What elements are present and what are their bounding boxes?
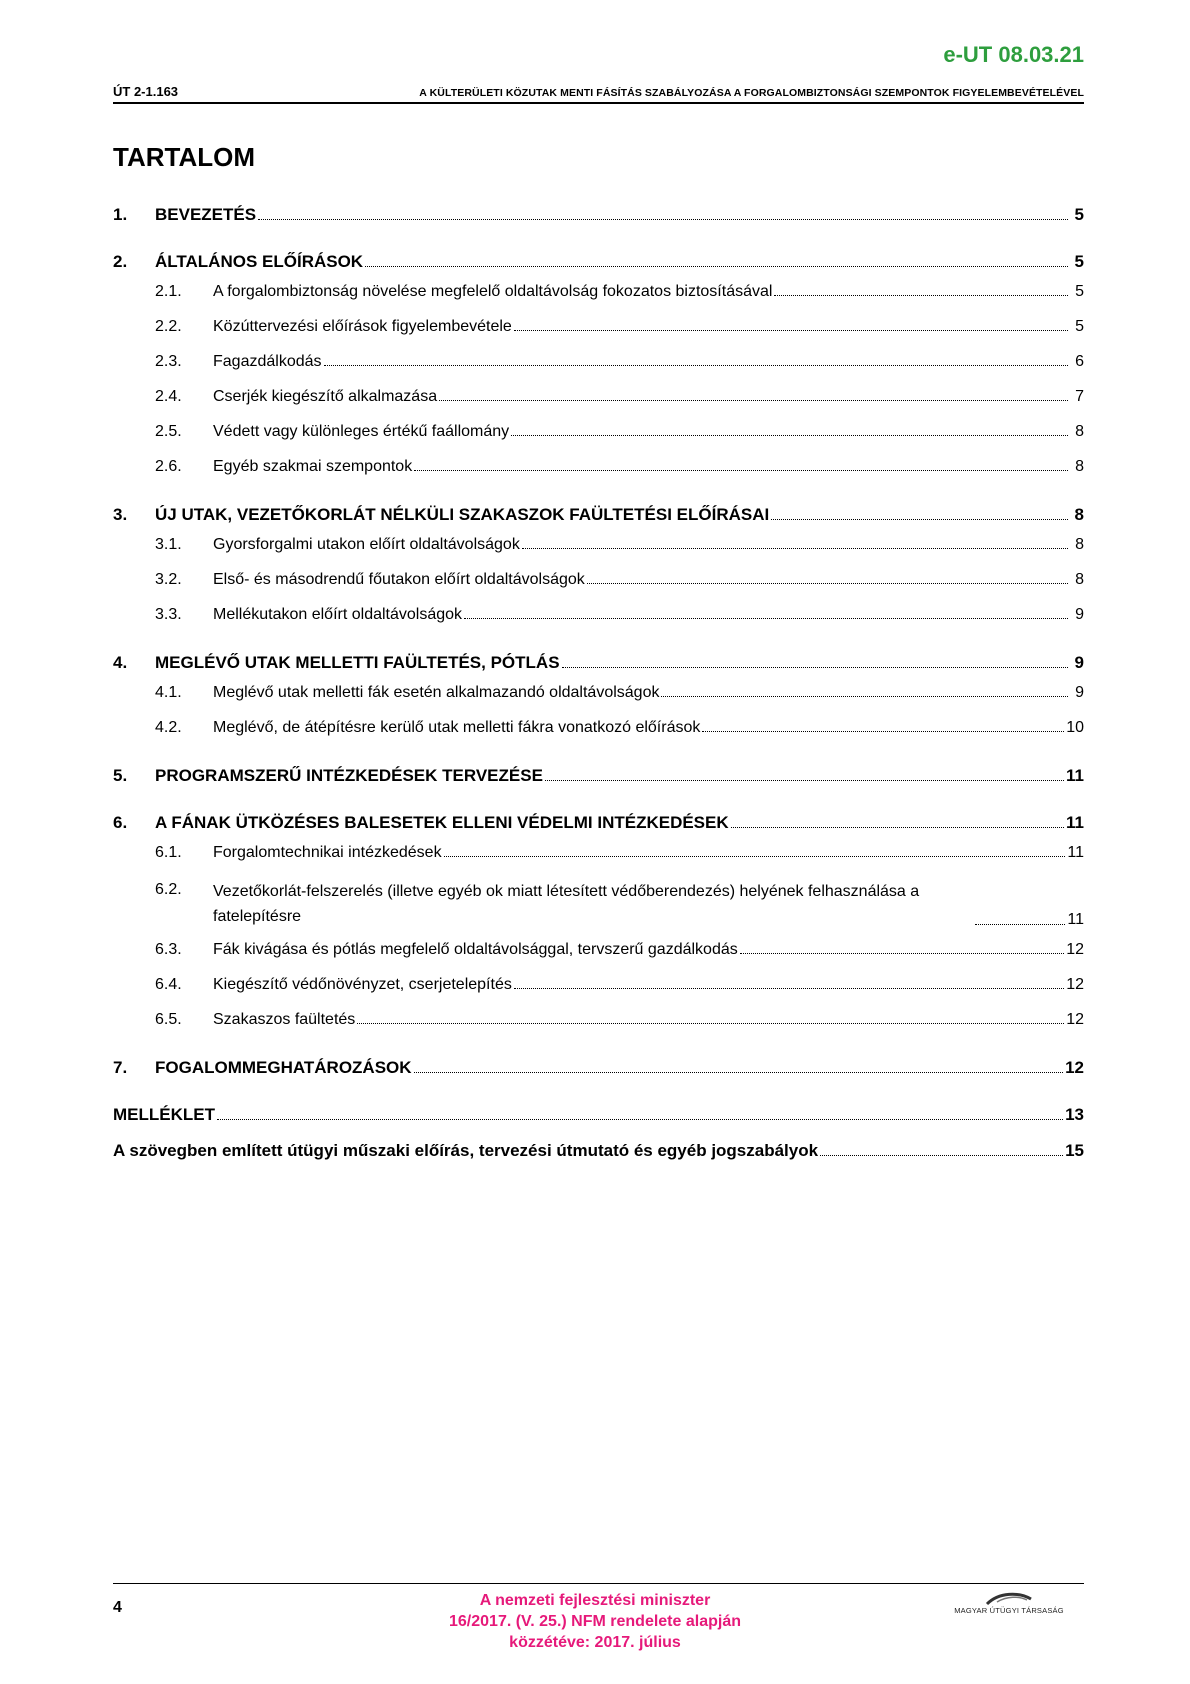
toc-number: 5. — [113, 766, 128, 785]
toc-page: 7 — [1075, 388, 1084, 405]
toc-entry-7[interactable] — [113, 1058, 1084, 1105]
toc-text: Forgalomtechnikai intézkedések — [213, 844, 442, 861]
toc-entry-6-1[interactable] — [113, 844, 1084, 879]
toc-number: 4.1. — [155, 684, 182, 701]
leader-dots — [514, 330, 1068, 331]
running-title: A KÜLTERÜLETI KÖZUTAK MENTI FÁSÍTÁS SZABÁLYOZÁSA A FORGALOMBIZTONSÁGI SZEMPONTOK FIGYELEMBEVÉTELÉVEL — [419, 87, 1084, 99]
toc-text: Fagazdálkodás — [213, 353, 322, 370]
toc-page: 8 — [1074, 505, 1084, 524]
toc-entry-5[interactable] — [113, 766, 1084, 813]
toc-entry-6-4[interactable] — [113, 976, 1084, 1011]
toc-number: 6.4. — [155, 976, 182, 993]
toc-number: 2.2. — [155, 318, 182, 335]
document-code: e-UT 08.03.21 — [943, 42, 1084, 67]
toc-text: A FÁNAK ÜTKÖZÉSES BALESETEK ELLENI VÉDELMI INTÉZKEDÉSEK — [155, 813, 729, 832]
toc-entry-4-1[interactable] — [113, 684, 1084, 719]
toc-number: 2.5. — [155, 423, 182, 440]
toc-entry-2-3[interactable] — [113, 353, 1084, 388]
footer-line-2: 16/2017. (V. 25.) NFM rendelete alapján — [449, 1613, 741, 1630]
leader-dots — [975, 924, 1065, 925]
toc-text: Közúttervezési előírások figyelembevétele — [213, 318, 512, 335]
toc-text: A forgalombiztonság növelése megfelelő oldaltávolság fokozatos biztosításával — [213, 283, 773, 300]
toc-page: 8 — [1075, 536, 1084, 553]
toc-page: 5 — [1074, 252, 1084, 271]
toc-text: PROGRAMSZERŰ INTÉZKEDÉSEK TERVEZÉSE — [155, 766, 543, 785]
toc-text: Vezetőkorlát-felszerelés (illetve egyéb ok miatt létesített védőberendezés) helyének felhasználása a fatelepítésre — [213, 883, 920, 925]
toc-entry-2[interactable] — [113, 252, 1084, 283]
toc-page: 11 — [1066, 766, 1084, 785]
toc-page: 13 — [1065, 1105, 1084, 1124]
footer-line-3: közzétéve: 2017. július — [509, 1634, 681, 1651]
toc-number: 2.6. — [155, 458, 182, 475]
leader-dots — [771, 505, 1068, 520]
toc-text: Meglévő, de átépítésre kerülő utak melletti fákra vonatkozó előírások — [213, 719, 701, 736]
leader-dots — [324, 365, 1068, 366]
leader-dots — [357, 1023, 1064, 1024]
toc-entry-4[interactable] — [113, 653, 1084, 684]
toc-entry-1[interactable] — [113, 205, 1084, 252]
toc-page: 9 — [1074, 653, 1084, 672]
leader-dots — [414, 1058, 1064, 1073]
toc-text: ÚJ UTAK, VEZETŐKORLÁT NÉLKÜLI SZAKASZOK FAÜLTETÉSI ELŐÍRÁSAI — [155, 505, 770, 524]
toc-number: 3.1. — [155, 536, 182, 553]
toc-entry-2-5[interactable] — [113, 423, 1084, 458]
leader-dots — [820, 1155, 1063, 1156]
footer-divider — [113, 1583, 1084, 1584]
toc-text: Első- és másodrendű főutakon előírt oldaltávolságok — [213, 571, 585, 588]
toc-entry-3[interactable] — [113, 505, 1084, 536]
toc-entry-3-1[interactable] — [113, 536, 1084, 571]
leader-dots — [444, 856, 1066, 857]
leader-dots — [587, 583, 1068, 584]
toc-text: Meglévő utak melletti fák esetén alkalmazandó oldaltávolságok — [213, 684, 660, 701]
toc-text: Védett vagy különleges értékű faállomány — [213, 423, 510, 440]
running-header — [113, 84, 1084, 104]
toc-number: 6.2. — [155, 881, 182, 898]
toc-entry-6[interactable] — [113, 813, 1084, 844]
toc-text: Cserjék kiegészítő alkalmazása — [213, 388, 438, 405]
leader-dots — [439, 400, 1068, 401]
toc-page: 11 — [1067, 911, 1084, 928]
leader-dots — [414, 470, 1068, 471]
toc-entry-2-2[interactable] — [113, 318, 1084, 353]
toc-entry-references[interactable] — [113, 1141, 1084, 1177]
toc-page: 15 — [1065, 1141, 1084, 1160]
toc-entry-3-2[interactable] — [113, 571, 1084, 606]
toc-text: Egyéb szakmai szempontok — [213, 458, 413, 475]
toc-number: 4. — [113, 653, 128, 672]
toc-page: 8 — [1075, 571, 1084, 588]
leader-dots — [731, 813, 1064, 828]
page-number: 4 — [113, 1599, 122, 1616]
toc-entry-annex[interactable] — [113, 1105, 1084, 1141]
toc-text: Szakaszos faültetés — [213, 1011, 356, 1028]
toc-number: 6.5. — [155, 1011, 182, 1028]
toc-page: 5 — [1075, 283, 1084, 300]
page-title: TARTALOM — [113, 142, 255, 172]
leader-dots — [464, 618, 1068, 619]
toc-text: Fák kivágása és pótlás megfelelő oldaltávolsággal, tervszerű gazdálkodás — [213, 941, 738, 958]
toc-page: 8 — [1075, 423, 1084, 440]
toc-entry-2-4[interactable] — [113, 388, 1084, 423]
toc-number: 2.4. — [155, 388, 182, 405]
toc-number: 1. — [113, 205, 128, 224]
leader-dots — [740, 953, 1064, 954]
toc-page: 12 — [1066, 941, 1084, 958]
toc-text: Kiegészítő védőnövényzet, cserjetelepítés — [213, 976, 512, 993]
toc-number: 2.1. — [155, 283, 182, 300]
toc-number: 7. — [113, 1058, 128, 1077]
toc-number: 3. — [113, 505, 128, 524]
toc-entry-6-2[interactable] — [113, 879, 1084, 941]
leader-dots — [774, 295, 1068, 296]
publisher-logo — [934, 1590, 1084, 1630]
toc-page: 8 — [1075, 458, 1084, 475]
leader-dots — [258, 205, 1068, 220]
table-of-contents — [113, 205, 1084, 1177]
leader-dots — [702, 731, 1064, 732]
footer-publication-note — [380, 1590, 810, 1653]
toc-entry-4-2[interactable] — [113, 719, 1084, 754]
footer-line-1: A nemzeti fejlesztési miniszter — [479, 1592, 711, 1609]
leader-dots — [522, 548, 1068, 549]
leader-dots — [545, 766, 1064, 781]
toc-entry-2-6[interactable] — [113, 458, 1084, 493]
toc-page: 11 — [1067, 844, 1084, 861]
toc-page: 10 — [1066, 719, 1084, 736]
toc-page: 6 — [1075, 353, 1084, 370]
toc-number: 6.3. — [155, 941, 182, 958]
toc-page: 12 — [1066, 976, 1084, 993]
toc-number: 6.1. — [155, 844, 182, 861]
toc-page: 12 — [1066, 1011, 1084, 1028]
toc-page: 5 — [1075, 318, 1084, 335]
toc-number: 3.2. — [155, 571, 182, 588]
toc-number: 6. — [113, 813, 128, 832]
leader-dots — [511, 435, 1068, 436]
toc-text: FOGALOMMEGHATÁROZÁSOK — [155, 1058, 412, 1077]
toc-text: MELLÉKLET — [113, 1105, 215, 1124]
toc-text: ÁLTALÁNOS ELŐÍRÁSOK — [155, 252, 364, 271]
toc-page: 12 — [1065, 1058, 1084, 1077]
toc-entry-2-1[interactable] — [113, 283, 1084, 318]
toc-text: A szövegben említett útügyi műszaki előírás, tervezési útmutató és egyéb jogszabályok — [113, 1141, 819, 1160]
logo-text: MAGYAR ÚTÜGYI TÁRSASÁG — [954, 1606, 1064, 1615]
toc-page: 9 — [1075, 606, 1084, 623]
toc-entry-3-3[interactable] — [113, 606, 1084, 641]
toc-number: 4.2. — [155, 719, 182, 736]
leader-dots — [661, 696, 1068, 697]
toc-page: 9 — [1075, 684, 1084, 701]
toc-number: 2.3. — [155, 353, 182, 370]
toc-number: 2. — [113, 252, 128, 271]
toc-entry-6-5[interactable] — [113, 1011, 1084, 1046]
toc-text: Gyorsforgalmi utakon előírt oldaltávolságok — [213, 536, 520, 553]
toc-number: 3.3. — [155, 606, 182, 623]
leader-dots — [365, 252, 1068, 267]
toc-page: 5 — [1074, 205, 1084, 224]
toc-text: Mellékutakon előírt oldaltávolságok — [213, 606, 463, 623]
leader-dots — [562, 653, 1068, 668]
standard-id: ÚT 2-1.163 — [113, 84, 179, 99]
toc-entry-6-3[interactable] — [113, 941, 1084, 976]
road-logo-icon — [979, 1590, 1039, 1606]
leader-dots — [514, 988, 1064, 989]
toc-text: BEVEZETÉS — [155, 205, 257, 224]
toc-page: 11 — [1066, 813, 1084, 832]
toc-text: MEGLÉVŐ UTAK MELLETTI FAÜLTETÉS, PÓTLÁS — [155, 653, 560, 672]
leader-dots — [217, 1119, 1063, 1120]
